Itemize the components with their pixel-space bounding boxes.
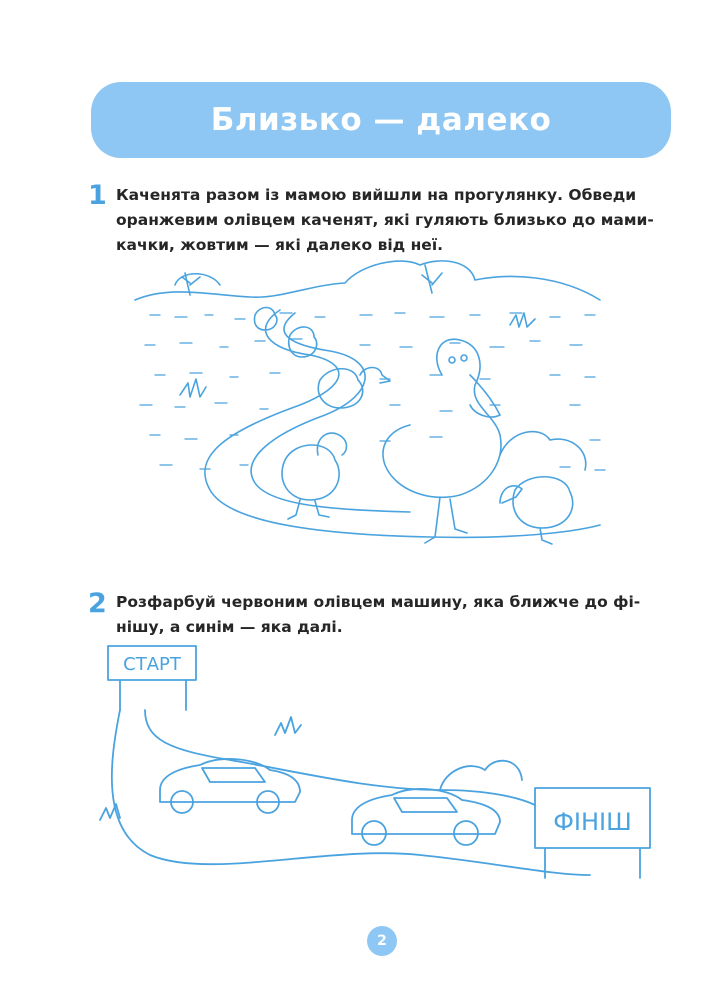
title-banner <box>91 82 671 158</box>
mother-duck <box>383 339 501 497</box>
page-title: Близько — далеко <box>210 102 552 138</box>
horizon-bushes <box>135 261 600 300</box>
task-2-line-2: нішу, а синім — яка далі. <box>116 618 343 636</box>
task-2-instructions <box>116 590 672 640</box>
ducks-illustration <box>130 255 610 565</box>
task-1-line-2: оранжевим олівцем каченят, які гуляють близько до мами- <box>116 211 654 229</box>
finish-sign-label: ФІНІШ <box>553 808 632 836</box>
duckling-far-2 <box>289 327 317 357</box>
task-1-instructions <box>116 183 672 258</box>
car-far <box>160 759 300 802</box>
duckling-near-2 <box>500 477 573 528</box>
page-number: 2 <box>367 926 397 956</box>
task-1-line-1: Каченята разом із мамою вийшли на прогулянку. Обведи <box>116 186 637 204</box>
duckling-near-1 <box>282 433 347 500</box>
road-lower-edge <box>112 710 590 875</box>
duckling-middle <box>318 368 390 409</box>
road-upper-edge <box>145 710 535 805</box>
task-2-line-1: Розфарбуй червоним олівцем машину, яка ближче до фі- <box>116 593 641 611</box>
start-sign-label: СТАРТ <box>123 654 181 675</box>
task-2-number: 2 <box>88 588 107 619</box>
task-1-number: 1 <box>88 180 107 211</box>
task-1-line-3: качки, жовтим — які далеко від неї. <box>116 236 444 254</box>
